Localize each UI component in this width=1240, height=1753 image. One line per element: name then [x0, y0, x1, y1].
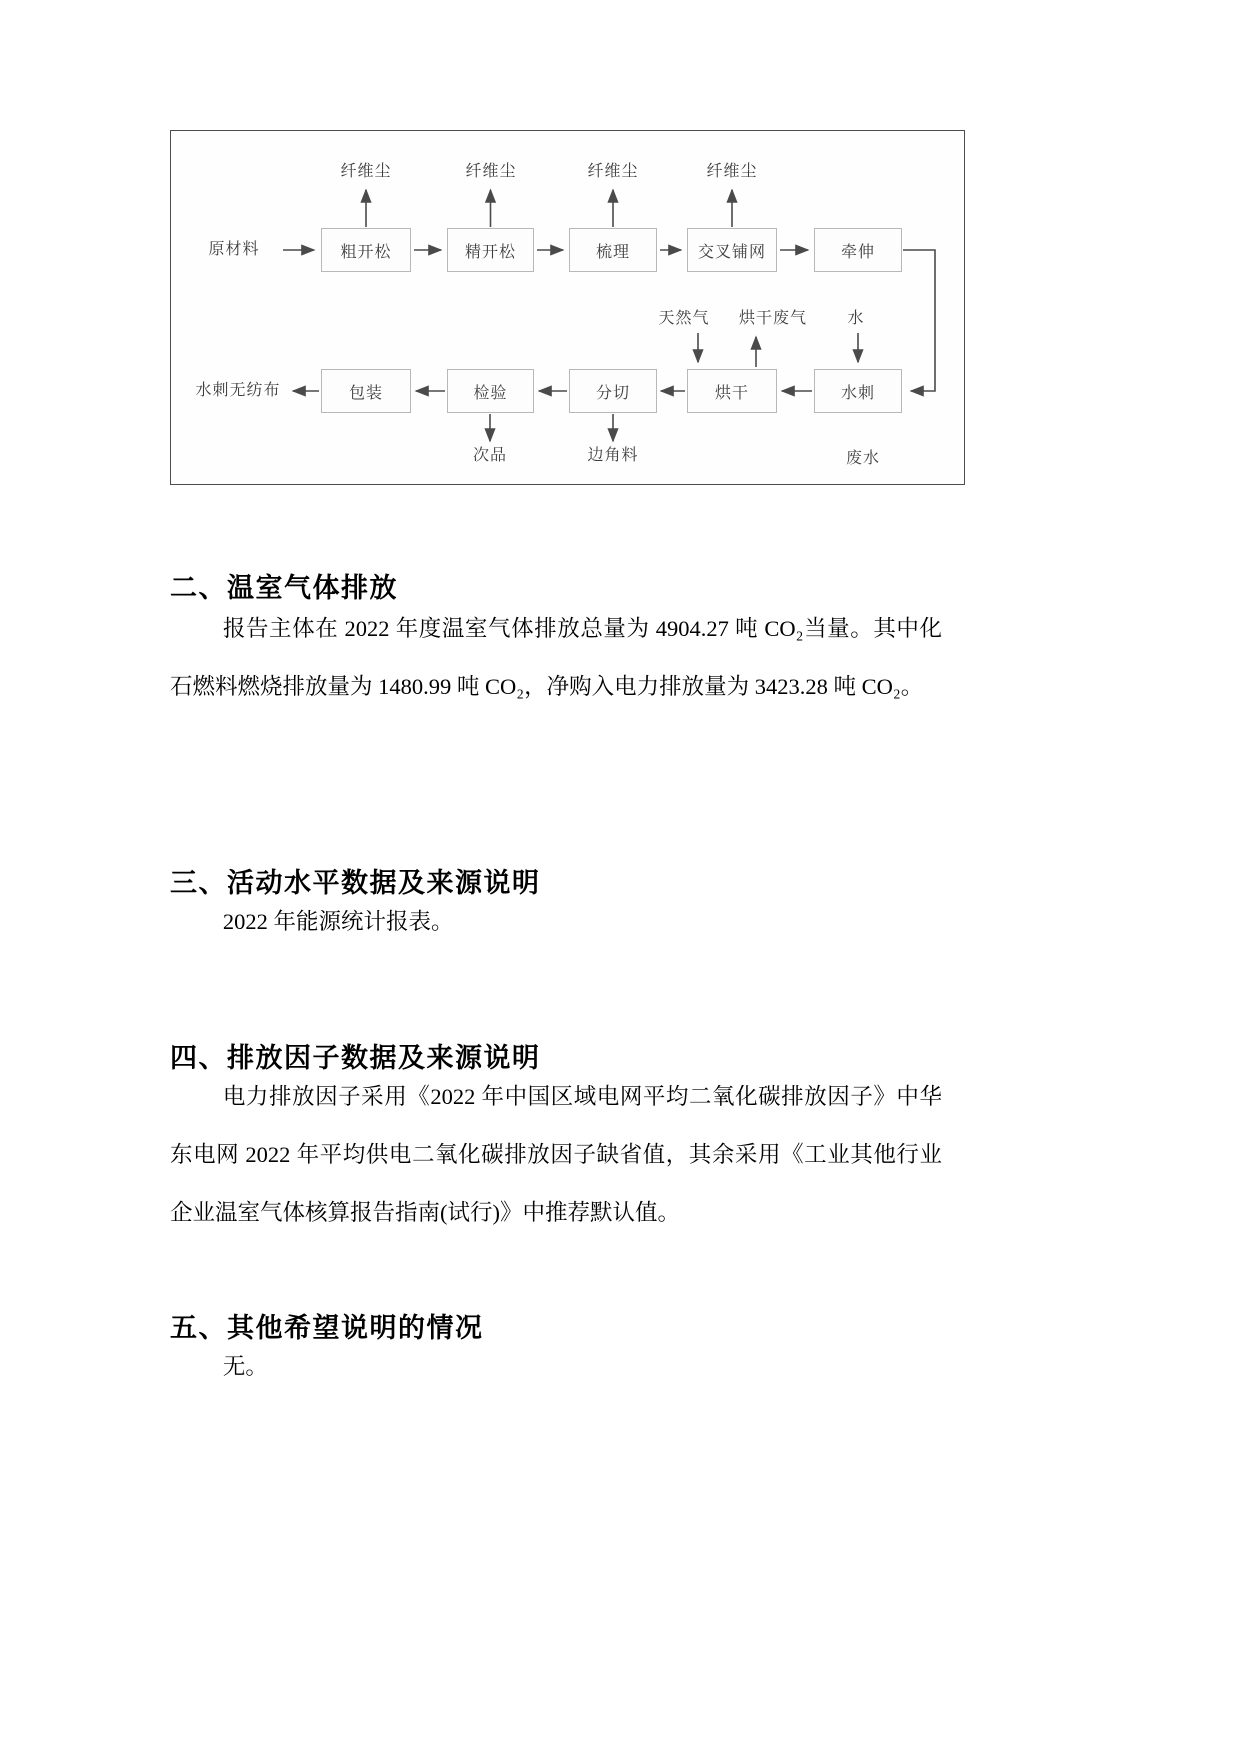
- flow-label-scrap: 边角料: [587, 447, 639, 464]
- flow-box-fine-opening: 精开松: [447, 228, 534, 272]
- flow-label-fiber-dust-3: 纤维尘: [587, 163, 639, 180]
- paragraph-emission-factors: 电力排放因子采用《2022 年中国区域电网平均二氧化碳排放因子》中华东电网 2022 年平均供电二氧化碳排放因子缺省值，其余采用《工业其他行业企业温室气体核算报告指南(试行)》中推荐默认值。: [170, 1084, 942, 1225]
- flow-label-fiber-dust-1: 纤维尘: [340, 163, 392, 180]
- flow-box-coarse-opening: 粗开松: [321, 228, 411, 272]
- flow-box-packing: 包装: [321, 369, 411, 413]
- flow-box-inspection: 检验: [447, 369, 534, 413]
- section-heading-ghg-emissions: 二、温室气体排放: [170, 573, 398, 603]
- flow-label-fiber-dust-4: 纤维尘: [706, 163, 758, 180]
- flow-label-natural-gas: 天然气: [658, 310, 710, 327]
- flow-label-raw-material: 原材料: [208, 241, 260, 258]
- paragraph-other-notes: 无。: [222, 1354, 268, 1379]
- flow-label-drying-exhaust: 烘干废气: [738, 310, 807, 327]
- flow-label-fiber-dust-2: 纤维尘: [465, 163, 517, 180]
- flow-box-slitting: 分切: [569, 369, 657, 413]
- section-heading-emission-factors: 四、排放因子数据及来源说明: [170, 1043, 541, 1073]
- flow-box-drafting: 牵伸: [814, 228, 902, 272]
- flow-label-wastewater: 废水: [845, 450, 880, 467]
- flow-label-defective: 次品: [472, 447, 507, 464]
- paragraph-ghg-emissions: 报告主体在 2022 年度温室气体排放总量为 4904.27 吨 CO₂当量。其中化石燃料燃烧排放量为 1480.99 吨 CO₂，净购入电力排放量为 3423.28 吨 CO₂。: [170, 616, 942, 699]
- flow-box-crosslapping: 交叉铺网: [687, 228, 777, 272]
- section-heading-other-notes: 五、其他希望说明的情况: [170, 1313, 484, 1343]
- flow-label-spunlace-nonwoven: 水刺无纺布: [195, 382, 281, 399]
- process-flow-diagram: [170, 130, 965, 485]
- flow-box-spunlace: 水刺: [814, 369, 902, 413]
- flow-box-drying: 烘干: [687, 369, 777, 413]
- section-heading-activity-data: 三、活动水平数据及来源说明: [170, 868, 541, 898]
- flow-box-carding: 梳理: [569, 228, 657, 272]
- paragraph-activity-data: 2022 年能源统计报表。: [222, 909, 454, 934]
- flow-label-water: 水: [847, 310, 865, 327]
- arrow-drafting-to-spunlace: [903, 250, 935, 391]
